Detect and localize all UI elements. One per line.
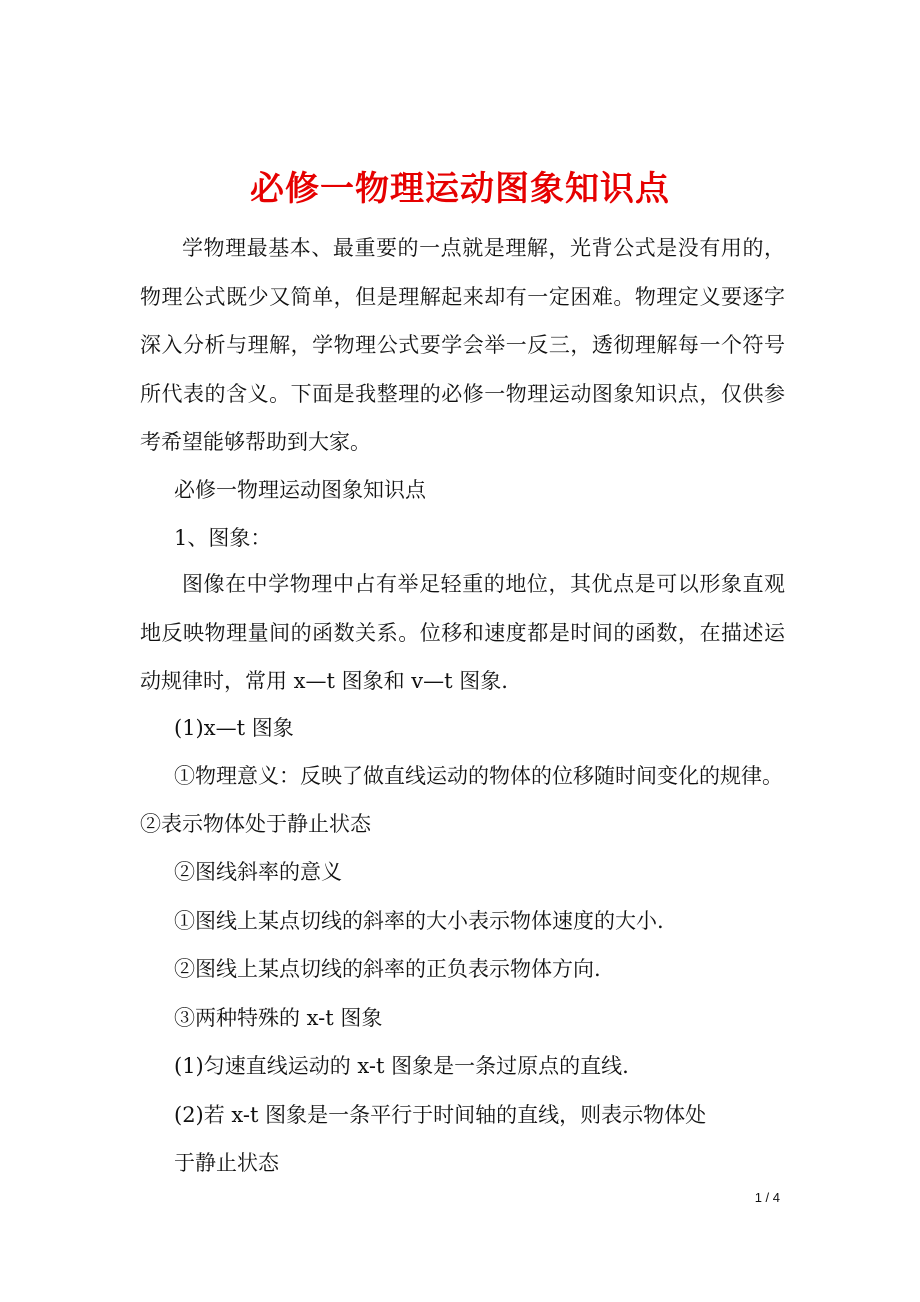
list-item: (2)若 x-t 图象是一条平行于时间轴的直线，则表示物体处: [174, 1103, 707, 1127]
section-heading: 1、图象：: [174, 526, 272, 550]
list-item: ①物理意义：反映了做直线运动的物体的位移随时间变化的规律。: [174, 764, 783, 788]
document-title: 必修一物理运动图象知识点: [250, 168, 670, 209]
xt-heading: (1)x—t 图象: [174, 716, 294, 740]
list-item: ②表示物体处于静止状态: [140, 812, 371, 836]
list-item: 于静止状态: [174, 1151, 279, 1175]
list-item: (1)匀速直线运动的 x-t 图象是一条过原点的直线.: [174, 1054, 629, 1078]
section-subtitle: 必修一物理运动图象知识点: [174, 478, 426, 502]
list-item: ③两种特殊的 x-t 图象: [174, 1006, 383, 1030]
list-item: ①图线上某点切线的斜率的大小表示物体速度的大小.: [174, 909, 664, 933]
intro-paragraph: 学物理最基本、最重要的一点就是理解，光背公式是没有用的，物理公式既少又简单，但是理解起来却有一定困难。物理定义要逐字深入分析与理解，学物理公式要学会举一反三，透彻理解每一个符号所代表的含义。下面是我整理的必修一物理运动图象知识点，仅供参考希望能够帮助到大家。: [140, 236, 785, 455]
body-paragraph: 图像在中学物理中占有举足轻重的地位，其优点是可以形象直观地反映物理量间的函数关系。位移和速度都是时间的函数，在描述运动规律时，常用 x—t 图象和 v—t 图象.: [140, 572, 785, 694]
page-number: 1 / 4: [754, 1190, 780, 1205]
list-item: ②图线上某点切线的斜率的正负表示物体方向.: [174, 957, 601, 981]
list-item: ②图线斜率的意义: [174, 860, 342, 884]
